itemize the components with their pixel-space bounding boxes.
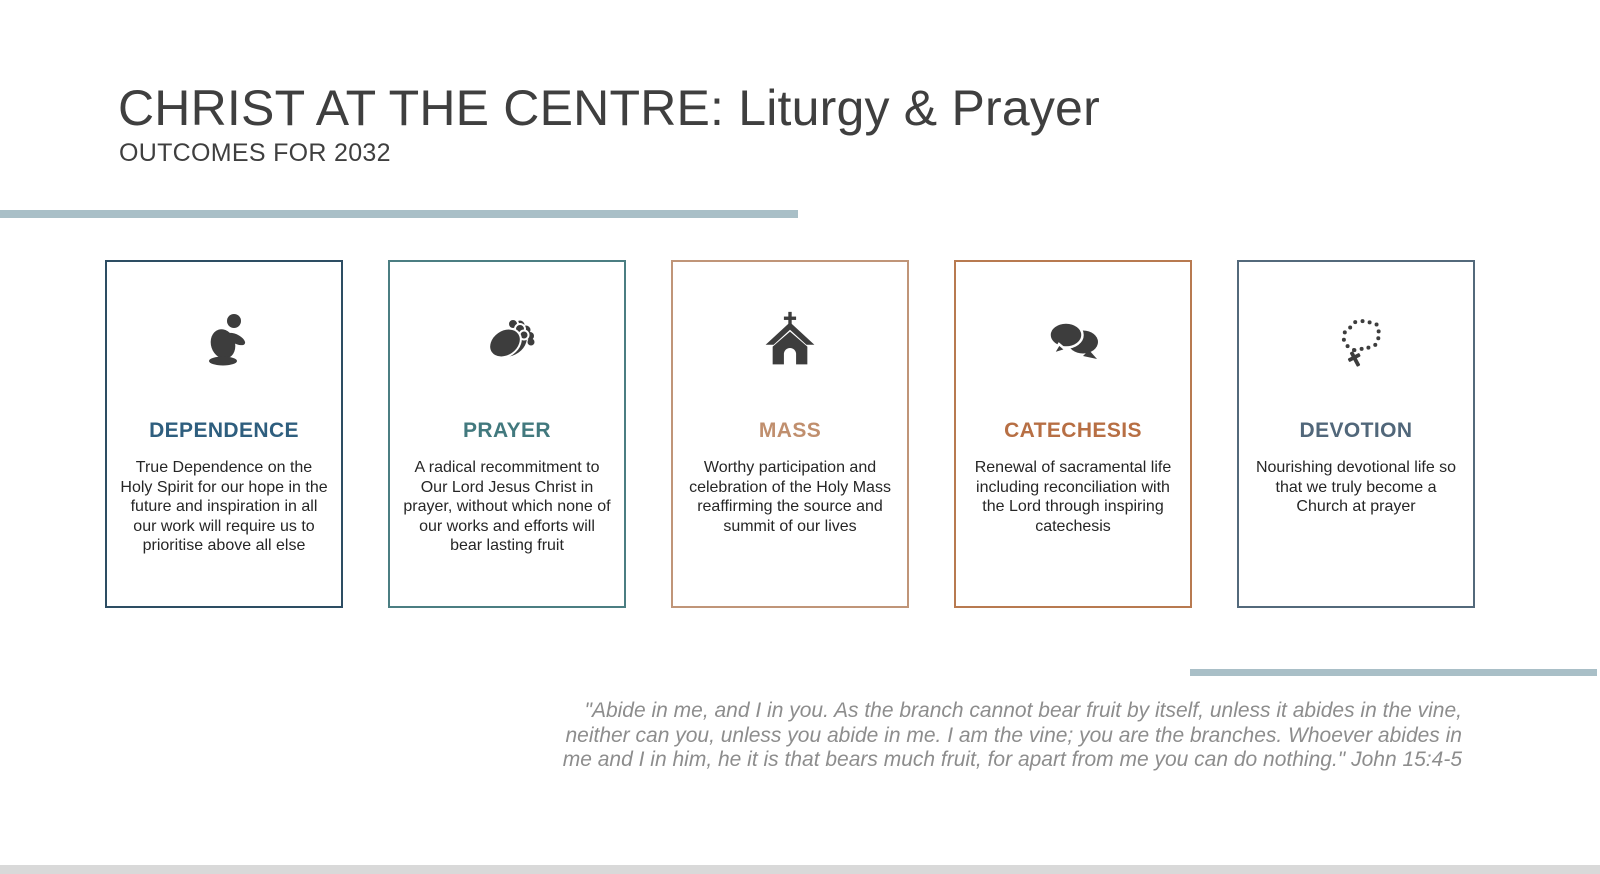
top-accent-bar	[0, 210, 798, 218]
praying-person-icon	[192, 306, 256, 374]
card-title: CATECHESIS	[1004, 419, 1142, 442]
card-body: Worthy participation and celebration of the Holy Mass reaffirming the source and summit of our lives	[689, 459, 891, 535]
card-prayer	[388, 260, 626, 608]
card-mass	[671, 260, 909, 608]
card-title: DEPENDENCE	[149, 419, 299, 442]
card-catechesis	[954, 260, 1192, 608]
card-body: A radical recommitment to Our Lord Jesus Christ in prayer, without which none of our works and efforts will bear lasting fruit	[403, 459, 611, 555]
page-subtitle: OUTCOMES FOR 2032	[119, 138, 391, 167]
bottom-edge-strip	[0, 865, 1600, 874]
speech-bubbles-icon	[1041, 306, 1105, 374]
card-dependence	[105, 260, 343, 608]
title-block	[118, 82, 1100, 168]
card-devotion	[1237, 260, 1475, 608]
church-icon	[760, 306, 820, 374]
card-title: PRAYER	[463, 419, 551, 442]
page-title: CHRIST AT THE CENTRE: Liturgy & Prayer	[118, 80, 1100, 136]
outcome-cards	[105, 260, 1475, 608]
card-title: DEVOTION	[1299, 419, 1413, 442]
card-body: Renewal of sacramental life including reconciliation with the Lord through inspiring catechesis	[974, 459, 1172, 535]
card-body: True Dependence on the Holy Spirit for our hope in the future and inspiration in all our work will require us to prioritise above all else	[120, 459, 328, 555]
scripture-quote: "Abide in me, and I in you. As the branch cannot bear fruit by itself, unless it abides in the vine, neither can you, unless you abide in me. I am the vine; you are the branches. Whoever abides in me and I in him, he it is that bears much fruit, for apart from me you can do nothing." John 15:4-5	[562, 699, 1462, 772]
bottom-accent-bar	[1190, 669, 1597, 676]
rosary-icon	[1324, 306, 1388, 374]
praying-hands-icon	[475, 306, 539, 374]
card-body: Nourishing devotional life so that we truly become a Church at prayer	[1255, 459, 1457, 516]
card-title: MASS	[758, 419, 822, 442]
